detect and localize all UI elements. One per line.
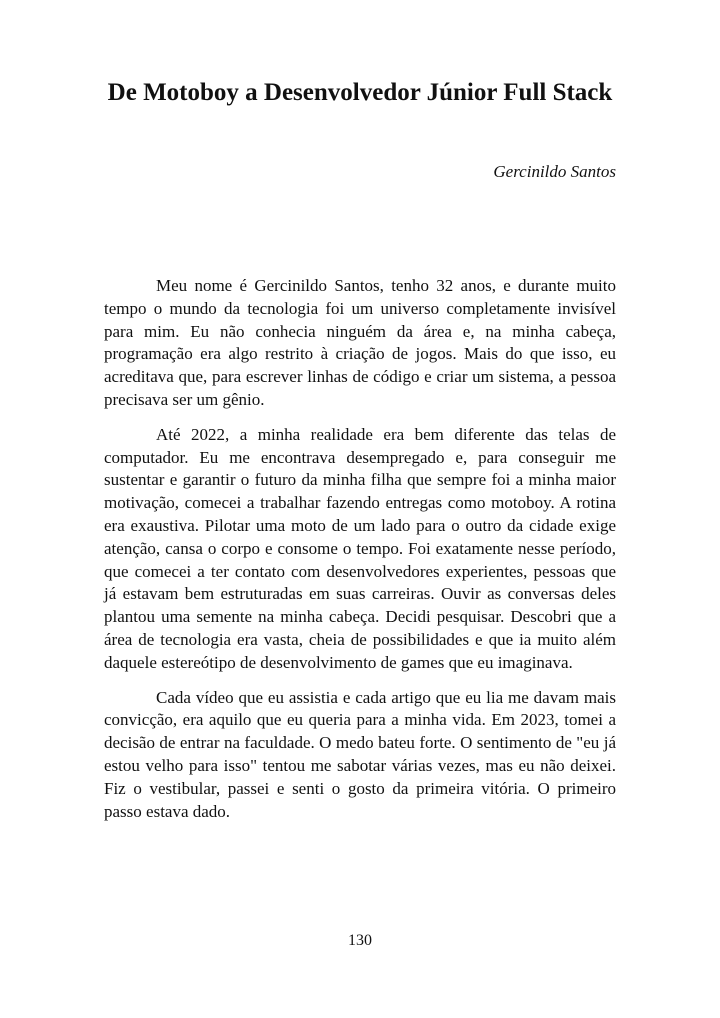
- paragraph: Até 2022, a minha realidade era bem diferente das telas de computador. Eu me encontrava desempregado e, para conseguir me sustentar e garantir o futuro da minha filha que sempre foi a minha maior motivação, comecei a trabalhar fazendo entregas como motoboy. A rotina era exaustiva. Pilotar uma moto de um lado para o outro da cidade exige atenção, cansa o corpo e consome o tempo. Foi exatamente nesse período, que comecei a ter contato com desenvolvedores experientes, pessoas que já estavam bem estruturadas em suas carreiras. Ouvir as conversas deles plantou uma semente na minha cabeça. Decidi pesquisar. Descobri que a área de tecnologia era vasta, cheia de possibilidades e que ia muito além daquele estereótipo de desenvolvimento de games que eu imaginava.: [104, 424, 616, 672]
- paragraph: Cada vídeo que eu assistia e cada artigo que eu lia me davam mais convicção, era aquilo que eu queria para a minha vida. Em 2023, tomei a decisão de entrar na faculdade. O medo bateu forte. O sentimento de "eu já estou velho para isso" tentou me sabotar várias vezes, mas eu não deixei. Fiz o vestibular, passei e senti o gosto da primeira vitória. O primeiro passo estava dado.: [104, 687, 616, 821]
- page-number: 130: [348, 932, 372, 949]
- document-page: [104, 0, 616, 1018]
- paragraph: Meu nome é Gercinildo Santos, tenho 32 anos, e durante muito tempo o mundo da tecnologia foi um universo completamente invisível para mim. Eu não conhecia ninguém da área e, na minha cabeça, programação era algo restrito à criação de jogos. Mais do que isso, eu acreditava que, para escrever linhas de código e criar um sistema, a pessoa precisava ser um gênio.: [104, 276, 616, 409]
- author-name: Gercinildo Santos: [493, 162, 616, 181]
- body-text: [104, 275, 616, 835]
- chapter-title: De Motoboy a Desenvolvedor Júnior Full Stack: [107, 79, 613, 106]
